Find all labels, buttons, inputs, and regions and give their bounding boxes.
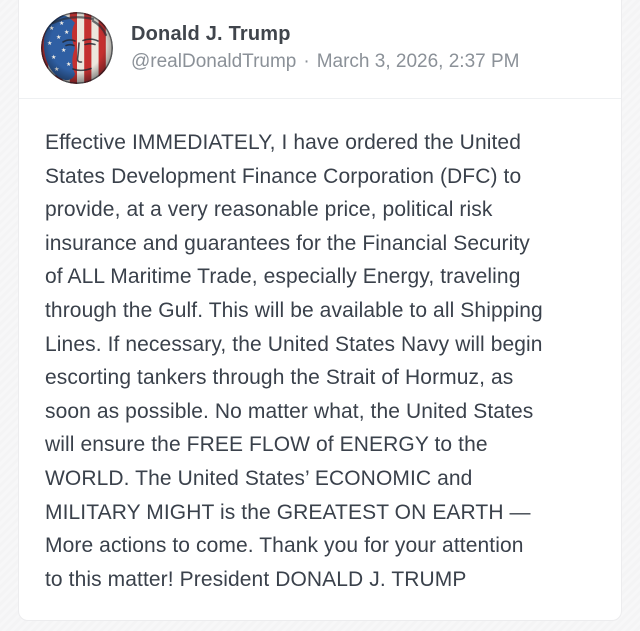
body-line: States Development Finance Corporation (DFC) to <box>45 164 522 188</box>
author-handle: @realDonaldTrump <box>131 50 297 72</box>
body-line: escorting tankers through the Strait of Hormuz, as <box>45 366 514 390</box>
avatar[interactable] <box>41 12 113 84</box>
body-line: Effective IMMEDIATELY, I have ordered the United <box>45 131 521 154</box>
body-line: Lines. If necessary, the United States Navy will begin <box>45 332 543 356</box>
body-line: of ALL Maritime Trade, especially Energy, traveling <box>45 265 521 289</box>
post-meta[interactable] <box>131 48 519 75</box>
post-card[interactable] <box>18 0 622 621</box>
author-name[interactable]: Donald J. Trump <box>131 22 291 45</box>
body-line: MILITARY MIGHT is the GREATEST ON EARTH — <box>45 500 531 524</box>
meta-separator-dot: · <box>303 50 310 72</box>
body-line: through the Gulf. This will be available to all Shipping <box>45 298 543 322</box>
post-timestamp: March 3, 2026, 2:37 PM <box>316 50 520 72</box>
body-line: soon as possible. No matter what, the United States <box>45 399 534 423</box>
body-line: will ensure the FREE FLOW of ENERGY to the <box>45 433 488 457</box>
post-body <box>19 99 621 596</box>
body-line: to this matter! President DONALD J. TRUMP <box>45 567 467 591</box>
body-line: provide, at a very reasonable price, political risk <box>45 198 493 222</box>
body-line: insurance and guarantees for the Financial Security <box>45 231 530 255</box>
flag-face-avatar-image <box>41 12 113 84</box>
author-block <box>131 21 519 75</box>
body-line: More actions to come. Thank you for your attention <box>45 534 524 558</box>
post-header <box>19 0 621 99</box>
body-line: WORLD. The United States’ ECONOMIC and <box>45 466 473 490</box>
